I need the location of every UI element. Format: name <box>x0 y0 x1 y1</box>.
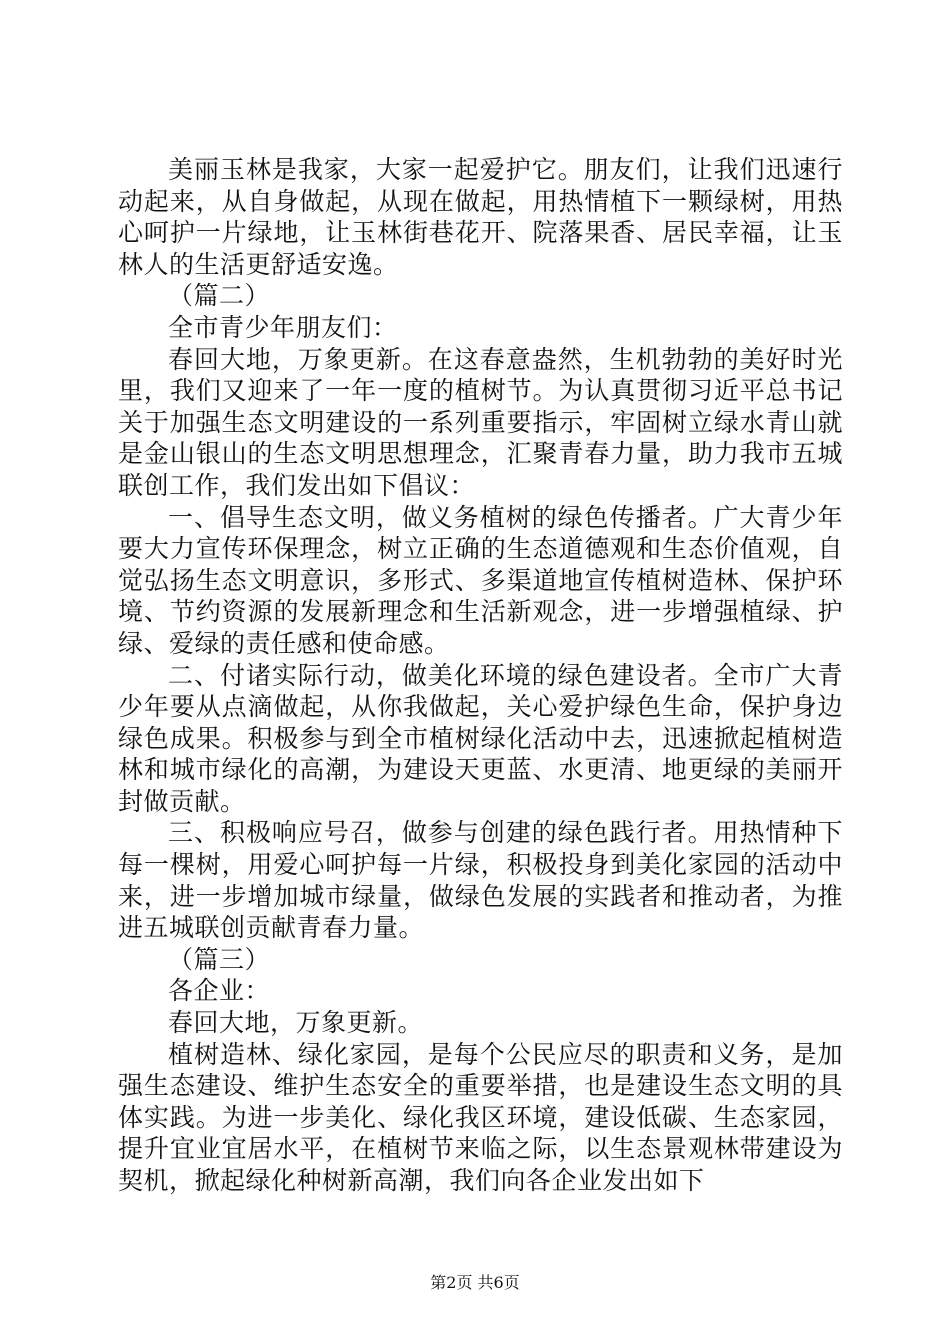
paragraph-7: 三、积极响应号召，做参与创建的绿色践行者。用热情种下每一棵树，用爱心呵护每一片绿，积极投身到美化家园的活动中来，进一步增加城市绿量，做绿色发展的实践者和推动者，为推进五城联创贡献青春力量。 <box>118 818 843 943</box>
paragraph-11: 植树造林、绿化家园，是每个公民应尽的职责和义务，是加强生态建设、维护生态安全的重要举措，也是建设生态文明的具体实践。为进一步美化、绿化我区环境，建设低碳、生态家园，提升宜业宜居水平，在植树节来临之际，以生态景观林带建设为契机，掀起绿化种树新高潮，我们向各企业发出如下 <box>118 1039 843 1195</box>
section-heading-3: （篇三） <box>168 944 271 974</box>
paragraph-5: 一、倡导生态文明，做义务植树的绿色传播者。广大青少年要大力宣传环保理念，树立正确的生态道德观和生态价值观，自觉弘扬生态文明意识，多形式、多渠道地宣传植树造林、保护环境、节约资源的发展新理念和生活新观念，进一步增强植绿、护绿、爱绿的责任感和使命感。 <box>118 502 843 658</box>
paragraph-6: 二、付诸实际行动，做美化环境的绿色建设者。全市广大青少年要从点滴做起，从你我做起，关心爱护绿色生命，保护身边绿色成果。积极参与到全市植树绿化活动中去，迅速掀起植树造林和城市绿化的高潮，为建设天更蓝、水更清、地更绿的美丽开封做贡献。 <box>118 660 843 816</box>
document-body <box>118 154 843 1197</box>
section-heading-2: （篇二） <box>168 281 271 311</box>
salutation-2: 全市青少年朋友们： <box>168 312 398 342</box>
paragraph-4: 春回大地，万象更新。在这春意盎然，生机勃勃的美好时光里，我们又迎来了一年一度的植树节。为认真贯彻习近平总书记关于加强生态文明建设的一系列重要指示，牢固树立绿水青山就是金山银山的生态文明思想理念，汇聚青春力量，助力我市五城联创工作，我们发出如下倡议： <box>118 344 843 500</box>
paragraph-10: 春回大地，万象更新。 <box>168 1008 424 1038</box>
salutation-3: 各企业： <box>168 976 271 1006</box>
paragraph-1: 美丽玉林是我家，大家一起爱护它。朋友们，让我们迅速行动起来，从自身做起，从现在做起，用热情植下一颗绿树，用热心呵护一片绿地，让玉林街巷花开、院落果香、居民幸福，让玉林人的生活更舒适安逸。 <box>118 155 843 279</box>
page-number-footer: 第2页 共6页 <box>430 1273 520 1292</box>
